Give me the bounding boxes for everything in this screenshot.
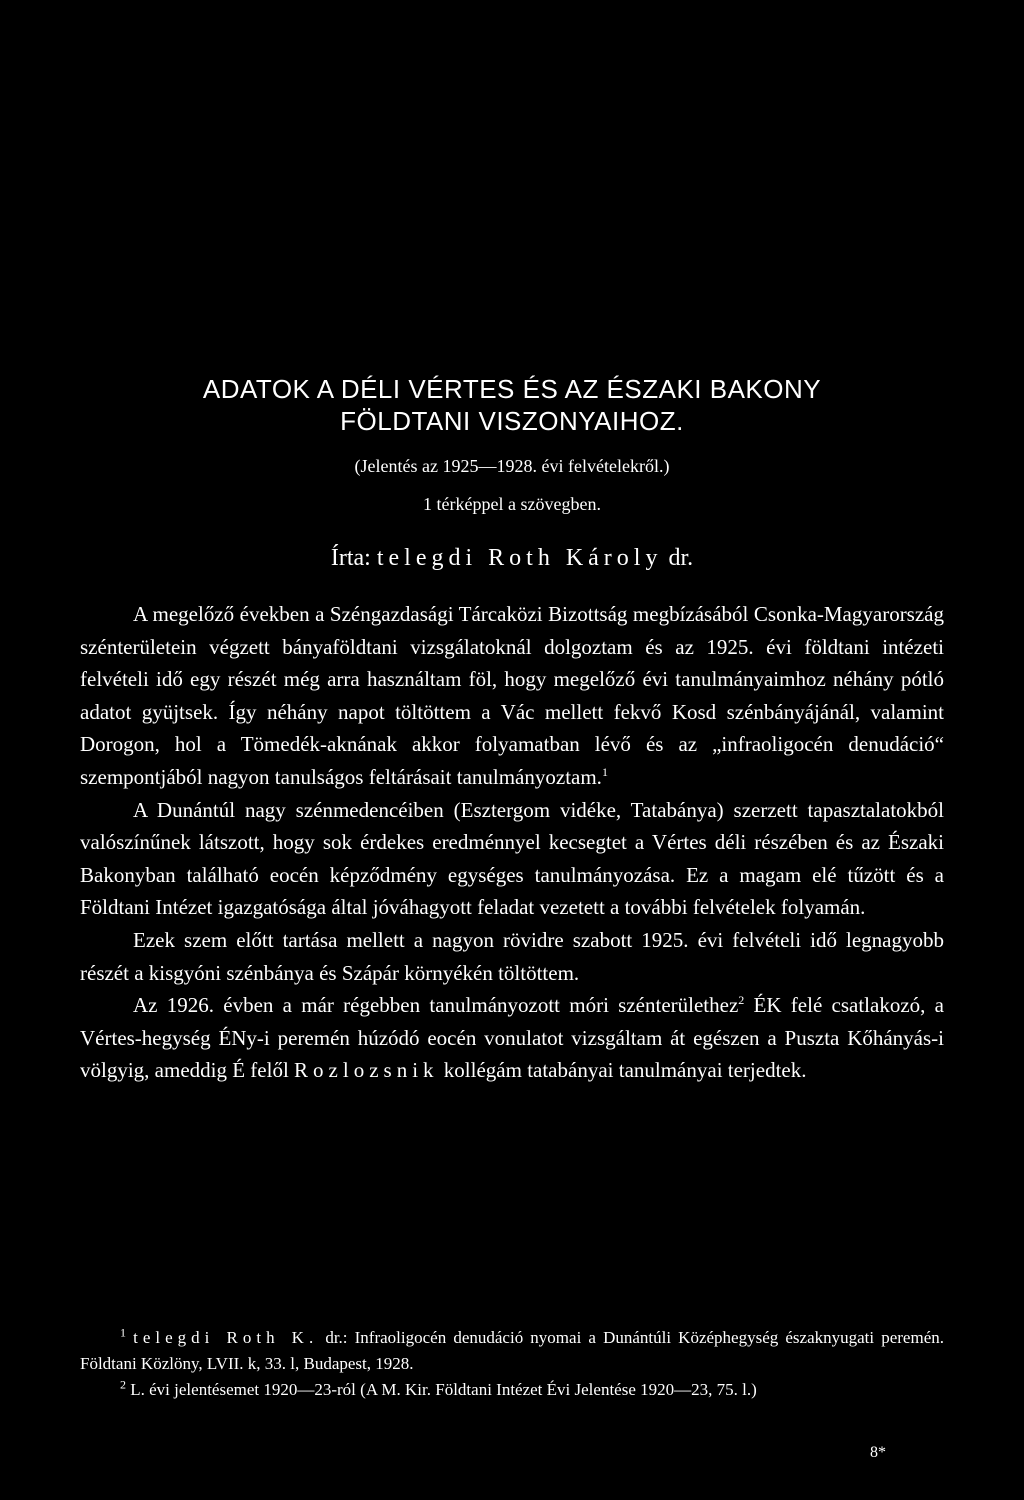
paragraph-4-text-before: Az 1926. évben a már régebben tanulmányozott móri szénterülethez (133, 993, 739, 1018)
author-prefix: Írta: (330, 545, 377, 571)
footnote-2-text: L. évi jelentésemet 1920—23-ról (A M. Kir. Földtani Intézet Évi Jelentése 1920—23, 75. l.) (130, 1380, 757, 1399)
paragraph-4-text-middle: ÉK felé csatlakozó, a Vértes-hegység ÉNy-i peremén húzódó eocén vonulatot vizsgáltam át egészen a Puszta Kőhányás-i völgyig, ameddig É felől (80, 993, 944, 1083)
title-line-1: ADATOK A DÉLI VÉRTES ÉS AZ ÉSZAKI BAKONY (202, 374, 822, 404)
body-text (80, 598, 944, 1087)
footnote-1-author: telegdi Roth K. (133, 1328, 319, 1347)
page-signature-mark: 8* (870, 1444, 886, 1461)
footnote-ref-1: 1 (601, 764, 608, 779)
footnote-2-mark: 2 (120, 1377, 126, 1392)
paragraph-4-text-after: kollégám tatabányai tanulmányai terjedtek. (438, 1058, 807, 1083)
footnote-1-mark: 1 (120, 1325, 126, 1340)
paragraph-1 (80, 598, 944, 794)
paragraph-3: Ezek szem előtt tartása mellett a nagyon rövidre szabott 1925. évi felvételi idő legnagyobb részét a kisgyóni szénbánya és Szápár környékén töltöttem. (80, 927, 944, 985)
author-line (0, 545, 1024, 572)
footnote-1 (80, 1325, 944, 1377)
footnote-2 (80, 1377, 944, 1403)
colleague-name: Rozlozsnik (294, 1058, 439, 1083)
paragraph-1-text: A megelőző években a Széngazdasági Tárcaközi Bizottság megbízásából Csonka-Magyarország szénterületein végzett bányaföldtani vizsgálatoknál dolgoztam és az 1925. évi földtani intézeti felvételi idő egy részét még arra használtam föl, hogy megelőző évi tanulmányaimhoz néhány pótló adatot gyüjtsek. Így néhány napot töltöttem a Vác mellett fekvő Kosd szénbányájánál, valamint Dorogon, hol a Tömedék-aknának akkor folyamatban lévő és az „infraoligocén denudáció“ szempontjából nagyon tanulságos feltárásait tanulmányoztam. (80, 602, 944, 789)
subtitle-map-note: 1 térképpel a szövegben. (423, 494, 601, 514)
paragraph-4 (80, 989, 944, 1087)
footnote-1-text: dr.: Infraoligocén denudáció nyomai a Dunántúli Középhegység északnyugati peremén. Földtani Közlöny, LVII. k, 33. l, Budapest, 1928. (80, 1328, 945, 1373)
footnotes (80, 1325, 944, 1403)
author-suffix: dr. (662, 545, 694, 571)
paragraph-2: A Dunántúl nagy szénmedencéiben (Esztergom vidéke, Tatabánya) szerzett tapasztalatokból valószínűnek látszott, hogy sok érdekes eredménnyel kecsegtet a Vértes déli részében és az Északi Bakonyban található eocén képződmény egységes tanulmányozása. Ez a magam elé tűzött és a Földtani Intézet igazgatósága által jóváhagyott feladat vezetett a további felvételek folyamán. (80, 797, 944, 920)
title-line-2: FÖLDTANI VISZONYAIHOZ. (340, 406, 684, 436)
subtitle-report-period: (Jelentés az 1925—1928. évi felvételekről.) (354, 456, 670, 476)
author-name: telegdi Roth Károly (376, 545, 663, 571)
footnote-ref-2: 2 (738, 993, 745, 1008)
